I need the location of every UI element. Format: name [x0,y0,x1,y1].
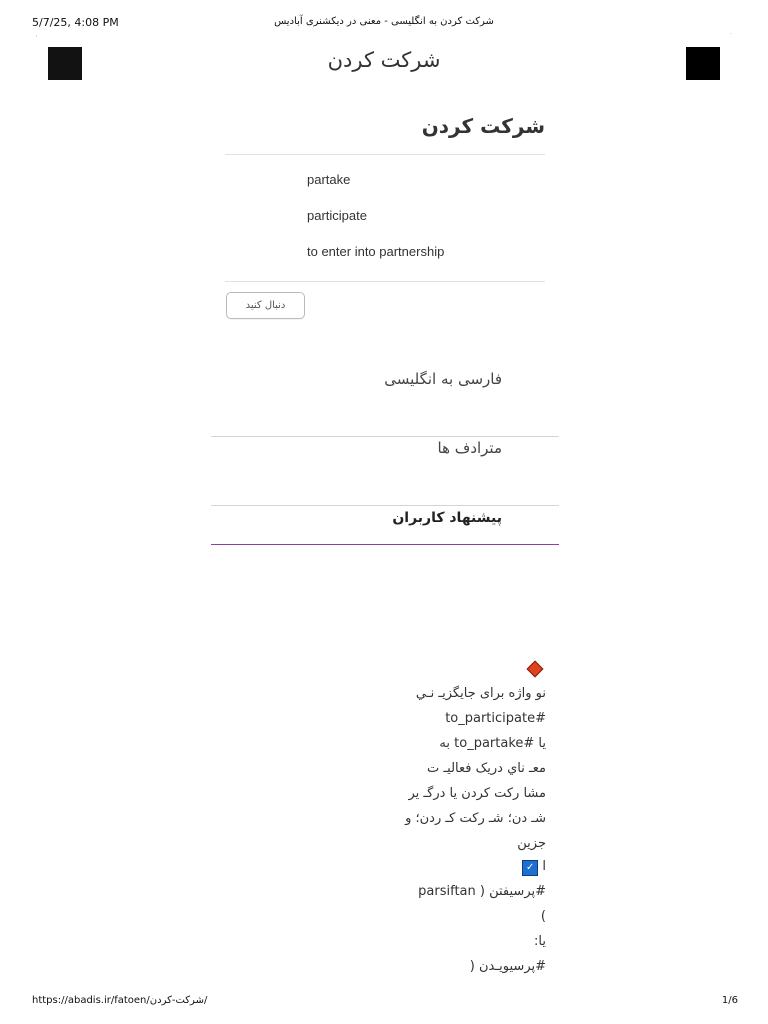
print-document-title: شرکت کردن به انگلیسی - معنی در دیکشنری آبادیس [274,16,494,27]
entry-word-heading: شرکت کردن [421,114,545,138]
translation-item: participate [307,208,367,223]
translation-item: partake [307,172,351,187]
suggestion-line: مشا رکت کردن یا درگـ یر [408,786,546,801]
divider [225,154,545,155]
tab-label: پیشنهاد کاربران [392,510,502,526]
suggestion-line: یا #to_partake به [439,736,546,751]
suggestion-line: #to_participate [445,711,546,726]
user-suggestion-text [396,686,546,976]
suggestion-line: یا: [534,934,546,949]
print-url: https://abadis.ir/fatoen/شرکت-کردن/ [32,995,208,1006]
tab-synonyms[interactable] [211,437,559,506]
suggestion-line: #پرسیویـدن ( [469,959,546,974]
suggestion-line: معـ ناي دریک فعالیـ ت [426,761,546,776]
margin-tick: · [730,31,732,38]
translation-list [307,166,547,274]
checkbox-prefix: ا [542,859,546,874]
tab-label: مترادف ها [437,439,502,457]
suggestion-line: ) [540,909,546,924]
tab-label: فارسی به انگلیسی [384,370,502,388]
tab-persian-to-english[interactable] [211,368,559,437]
page-header-title: شرکت کردن [327,48,441,72]
suggestion-line: جزین [517,836,546,851]
suggestion-line: شـ دن؛ شـ رکت کـ ردن؛ و [405,811,546,826]
divider [225,281,545,282]
translation-item: to enter into partnership [307,244,445,259]
print-datetime: 5/7/25, 4:08 PM [32,16,119,29]
check-mark-icon: ✓ [522,860,538,876]
tab-user-suggestions[interactable] [211,506,559,545]
margin-tick: ˌ [36,31,38,38]
follow-button[interactable]: دنبال کنید [226,292,305,319]
diamond-icon [527,661,544,678]
print-page-number: 1/6 [721,995,738,1006]
suggestion-line: #پرسیفتن ( parsiftan [418,884,546,899]
suggestion-line: نو واژه برای جایگزیـ نـي [415,686,546,701]
checkbox-line [522,859,546,876]
